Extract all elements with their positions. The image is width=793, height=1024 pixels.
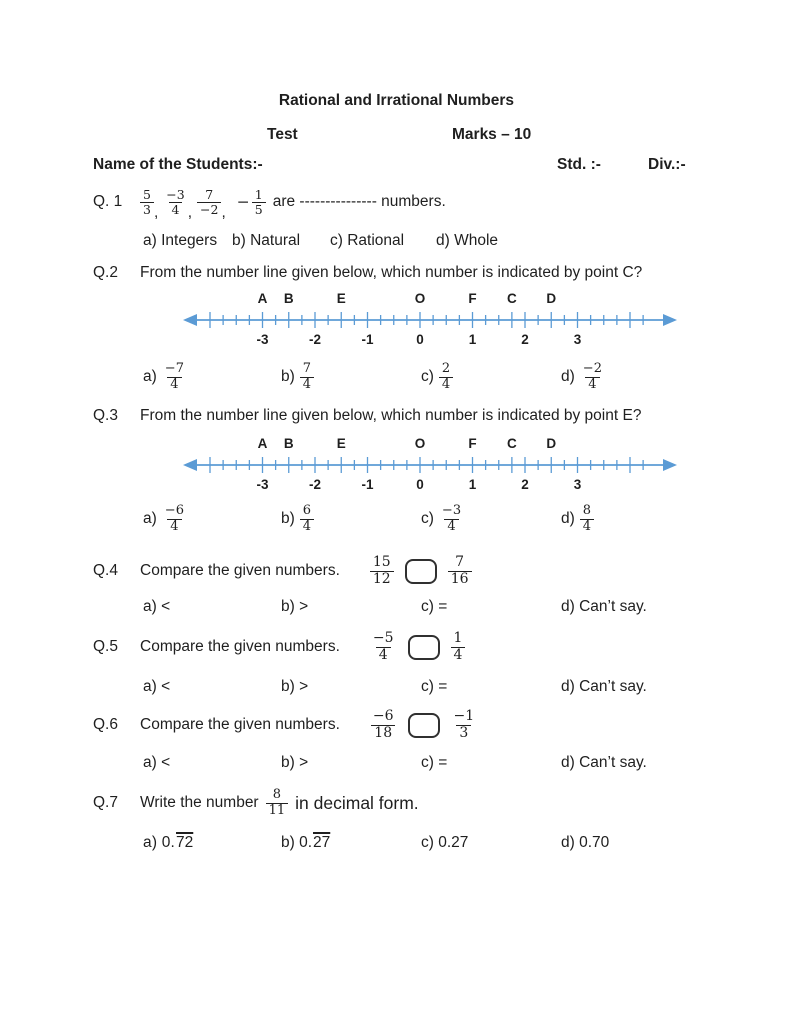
q5-number: Q.5 <box>93 638 118 655</box>
q1-fraction-3: $\frac{7}{-2}$ <box>197 188 221 217</box>
fraction: $\frac{7}{4}$ <box>300 362 314 392</box>
q7-option-c[interactable]: c) 0.27 <box>421 834 469 851</box>
q6-options <box>143 753 763 773</box>
q5-option-b[interactable]: b) > <box>281 678 309 695</box>
fraction: $\frac{-2}{4}$ <box>582 360 602 392</box>
svg-text:-3: -3 <box>256 332 269 347</box>
svg-text:O: O <box>414 291 426 306</box>
q7-option-a[interactable]: a) 0. 72 <box>143 834 194 851</box>
q1-fraction-4: $\frac{1}{5}$ <box>252 188 266 217</box>
q4-option-b[interactable]: b) > <box>281 598 309 615</box>
svg-text:E: E <box>336 291 346 306</box>
q4-right-fraction: $\frac{7}{16}$ <box>448 555 472 587</box>
q7-text-pre: Write the number <box>140 794 259 811</box>
svg-text:D: D <box>546 436 557 451</box>
svg-text:3: 3 <box>573 332 582 347</box>
q4-option-d[interactable]: d) Can’t say. <box>561 598 647 615</box>
q6-option-a[interactable]: a) < <box>143 754 171 771</box>
q2-option-a[interactable]: a) $\frac{-7}{4}$ <box>143 362 281 392</box>
svg-text:F: F <box>468 436 477 451</box>
q5-left-fraction: $\frac{-5}{4}$ <box>372 629 394 663</box>
student-name-label: Name of the Students:- <box>93 156 263 173</box>
fraction: $\frac{-3}{4}$ <box>441 502 462 534</box>
question-q5 <box>93 625 465 669</box>
minus-sign: − <box>236 193 250 211</box>
svg-text:D: D <box>546 291 557 306</box>
q7-option-b[interactable]: b) 0. 27 <box>281 834 331 851</box>
q7-text-post: in decimal form. <box>295 792 419 813</box>
test-label: Test <box>267 126 298 143</box>
q3-option-c[interactable]: c) $\frac{-3}{4}$ <box>421 504 561 534</box>
svg-text:3: 3 <box>573 477 582 492</box>
q4-comparison <box>370 555 472 587</box>
svg-text:-3: -3 <box>256 477 269 492</box>
svg-text:B: B <box>283 291 294 306</box>
q5-compare-box[interactable] <box>408 635 440 660</box>
q1-options <box>143 231 703 251</box>
fraction: $\frac{8}{4}$ <box>580 504 594 534</box>
q1-text: are --------------- numbers. <box>272 193 446 210</box>
q1-option-b[interactable]: b) Natural <box>232 232 301 249</box>
q4-option-c[interactable]: c) = <box>421 598 448 615</box>
svg-text:F: F <box>468 291 477 306</box>
q1-fraction-2: $\frac{-3}{4}$ <box>166 186 185 217</box>
question-q2 <box>93 263 642 283</box>
question-q4 <box>93 549 472 593</box>
q4-option-a[interactable]: a) < <box>143 598 171 615</box>
svg-text:O: O <box>414 436 426 451</box>
comma: , <box>187 204 193 221</box>
q7-option-d[interactable]: d) 0.70 <box>561 834 610 851</box>
q6-right-fraction: $\frac{-1}{3}$ <box>453 707 475 741</box>
question-q6 <box>93 703 477 747</box>
std-label: Std. :- <box>557 156 601 173</box>
q1-fraction-1: $\frac{5}{3}$ <box>140 188 154 217</box>
q5-comparison <box>370 631 466 663</box>
fraction: $\frac{-7}{4}$ <box>164 360 184 392</box>
svg-text:A: A <box>257 436 268 451</box>
q3-number: Q.3 <box>93 407 118 424</box>
q6-left-fraction: $\frac{-6}{18}$ <box>372 707 394 741</box>
q4-compare-box[interactable] <box>405 559 437 584</box>
q2-option-c[interactable]: c) $\frac{2}{4}$ <box>421 362 561 392</box>
q4-options <box>143 597 763 617</box>
q5-options <box>143 677 763 697</box>
svg-text:-2: -2 <box>308 332 322 347</box>
q2-option-d[interactable]: d) $\frac{-2}{4}$ <box>561 362 763 392</box>
svg-text:C: C <box>507 436 517 451</box>
div-label: Div.:- <box>648 156 686 173</box>
q6-option-c[interactable]: c) = <box>421 754 448 771</box>
q6-text: Compare the given numbers. <box>140 716 340 733</box>
q2-option-b[interactable]: b) $\frac{7}{4}$ <box>281 362 421 392</box>
q1-option-a[interactable]: a) Integers <box>143 232 218 249</box>
svg-text:0: 0 <box>416 332 424 347</box>
q3-options <box>143 499 763 539</box>
svg-text:B: B <box>283 436 294 451</box>
q2-options <box>143 357 763 397</box>
comma: , <box>153 204 159 221</box>
svg-text:1: 1 <box>468 477 477 492</box>
svg-text:C: C <box>507 291 517 306</box>
q1-option-d[interactable]: d) Whole <box>436 232 499 249</box>
q6-option-b[interactable]: b) > <box>281 754 309 771</box>
q2-number: Q.2 <box>93 264 118 281</box>
q1-option-c[interactable]: c) Rational <box>330 232 405 249</box>
q6-number: Q.6 <box>93 716 118 733</box>
q3-text: From the number line given below, which number is indicated by point E? <box>140 407 642 424</box>
fraction: $\frac{2}{4}$ <box>439 362 453 392</box>
q5-option-c[interactable]: c) = <box>421 678 448 695</box>
question-q3 <box>93 406 641 426</box>
q1-number: Q. 1 <box>93 193 123 210</box>
q5-text: Compare the given numbers. <box>140 638 340 655</box>
q6-compare-box[interactable] <box>408 713 440 738</box>
q5-option-d[interactable]: d) Can’t say. <box>561 678 647 695</box>
q6-option-d[interactable]: d) Can’t say. <box>561 754 647 771</box>
q5-option-a[interactable]: a) < <box>143 678 171 695</box>
q3-option-a[interactable]: a) $\frac{-6}{4}$ <box>143 504 281 534</box>
question-q7 <box>93 781 419 825</box>
q7-fraction: $\frac{8}{11}$ <box>266 788 289 818</box>
svg-text:A: A <box>257 291 268 306</box>
svg-text:0: 0 <box>416 477 424 492</box>
q4-number: Q.4 <box>93 562 118 579</box>
svg-text:2: 2 <box>521 332 529 347</box>
comma: , <box>221 204 226 221</box>
q4-text: Compare the given numbers. <box>140 562 340 579</box>
q4-left-fraction: $\frac{15}{12}$ <box>370 555 394 587</box>
svg-text:E: E <box>336 436 346 451</box>
svg-text:1: 1 <box>468 332 477 347</box>
number-line-q2 <box>180 288 680 352</box>
marks-label: Marks – 10 <box>452 126 532 143</box>
svg-text:-2: -2 <box>308 477 322 492</box>
fraction: $\frac{6}{4}$ <box>300 504 314 534</box>
svg-text:-1: -1 <box>361 332 374 347</box>
svg-text:2: 2 <box>521 477 529 492</box>
q7-options <box>143 832 763 854</box>
q3-option-d[interactable]: d) $\frac{8}{4}$ <box>561 504 763 534</box>
q5-right-fraction: $\frac{1}{4}$ <box>451 631 466 663</box>
q7-number: Q.7 <box>93 794 118 811</box>
number-line-q3 <box>180 433 680 497</box>
svg-text:-1: -1 <box>361 477 374 492</box>
question-q1 <box>93 181 446 223</box>
fraction: $\frac{-6}{4}$ <box>164 502 184 534</box>
q3-option-b[interactable]: b) $\frac{6}{4}$ <box>281 504 421 534</box>
q6-comparison <box>370 709 477 741</box>
q2-text: From the number line given below, which number is indicated by point C? <box>140 264 643 281</box>
page-title: Rational and Irrational Numbers <box>278 92 515 109</box>
